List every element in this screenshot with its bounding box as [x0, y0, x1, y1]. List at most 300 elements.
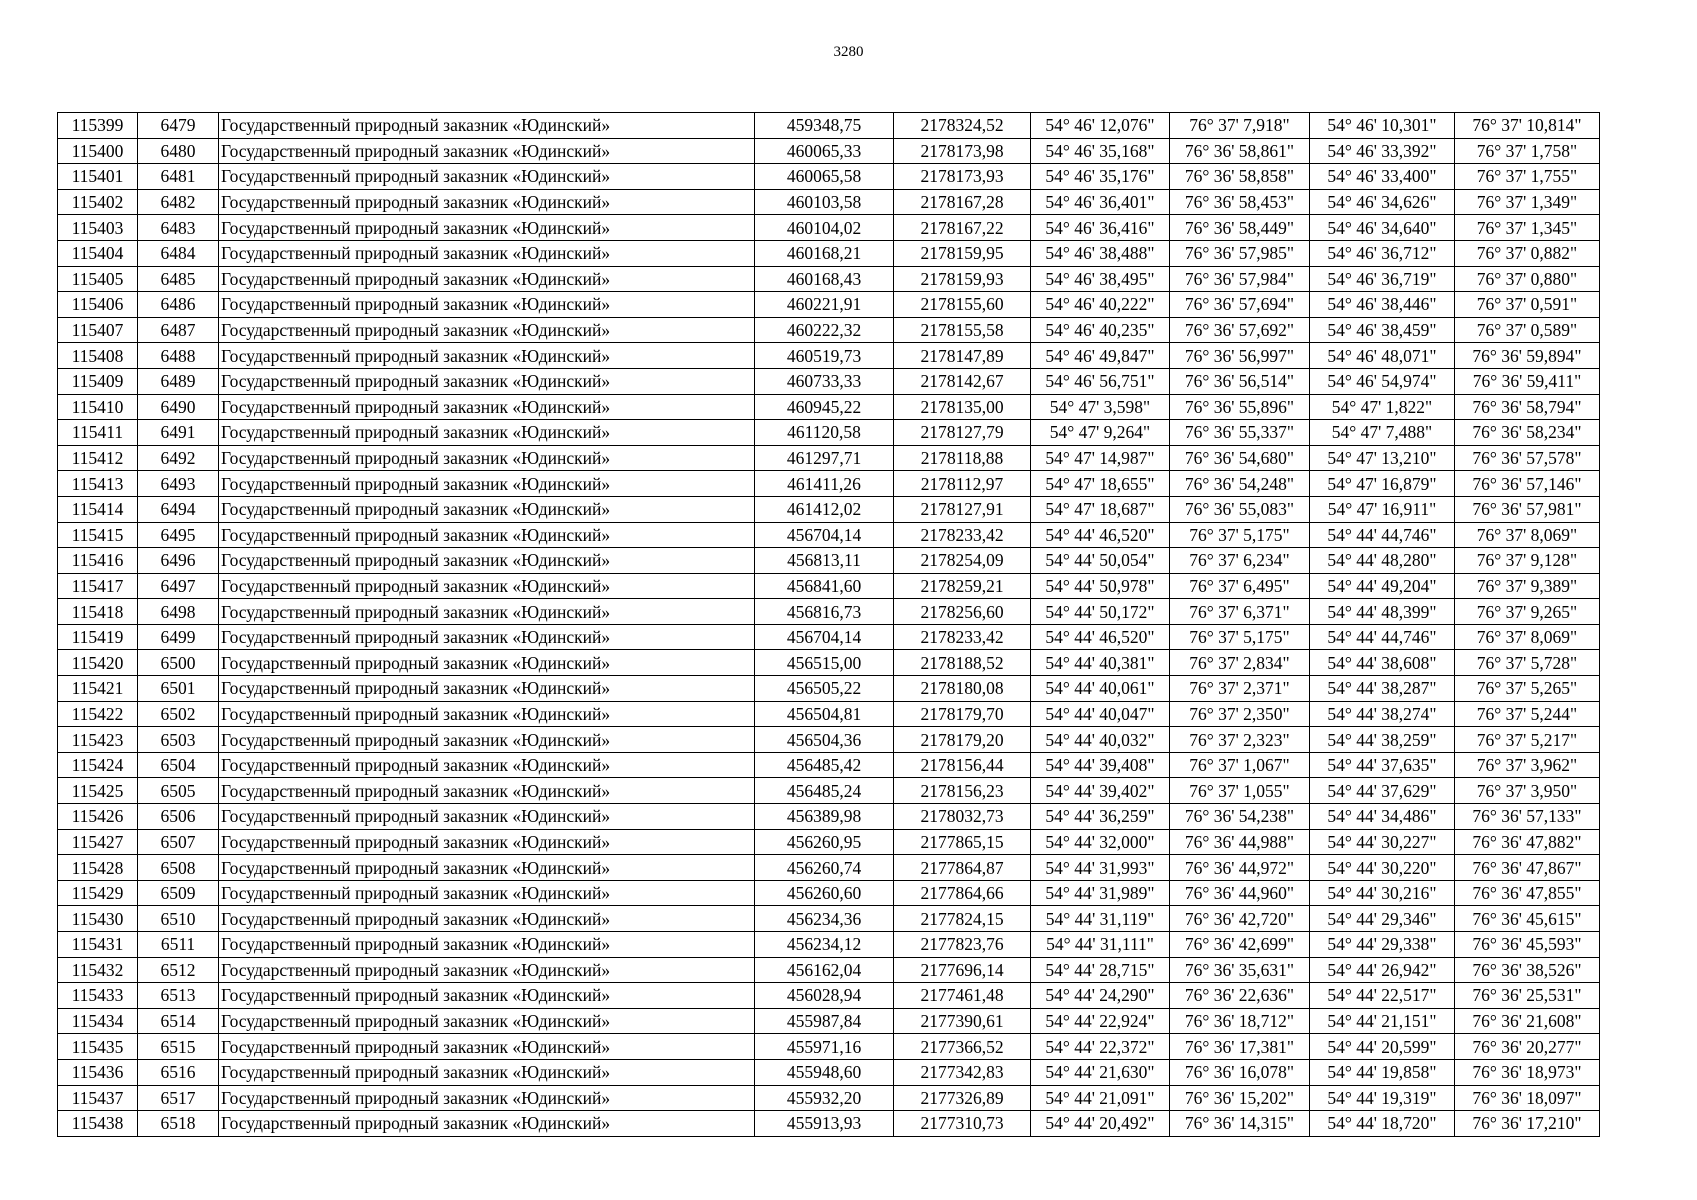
longitude-cell: 76° 36' 55,083"	[1170, 496, 1310, 522]
latitude-cell: 54° 44' 50,054"	[1031, 548, 1170, 574]
latitude-cell: 54° 44' 31,989"	[1031, 880, 1170, 906]
object-name-cell: Государственный природный заказник «Юдинский»	[219, 599, 755, 625]
record-id-cell: 115431	[58, 932, 138, 958]
table-row	[58, 701, 1600, 727]
point-number-cell: 6513	[138, 983, 219, 1009]
record-id-cell: 115437	[58, 1085, 138, 1111]
latitude-alt-cell: 54° 46' 54,974"	[1310, 368, 1455, 394]
object-name-cell: Государственный природный заказник «Юдинский»	[219, 829, 755, 855]
point-number-cell: 6494	[138, 496, 219, 522]
longitude-alt-cell: 76° 36' 58,234"	[1455, 420, 1600, 446]
record-id-cell: 115429	[58, 880, 138, 906]
longitude-cell: 76° 36' 57,984"	[1170, 266, 1310, 292]
latitude-alt-cell: 54° 47' 16,879"	[1310, 471, 1455, 497]
longitude-alt-cell: 76° 36' 18,973"	[1455, 1059, 1600, 1085]
object-name-cell: Государственный природный заказник «Юдинский»	[219, 394, 755, 420]
point-number-cell: 6517	[138, 1085, 219, 1111]
longitude-cell: 76° 36' 56,514"	[1170, 368, 1310, 394]
object-name-cell: Государственный природный заказник «Юдинский»	[219, 240, 755, 266]
x-coordinate-cell: 456162,04	[755, 957, 894, 983]
longitude-cell: 76° 37' 1,067"	[1170, 752, 1310, 778]
longitude-alt-cell: 76° 37' 5,217"	[1455, 727, 1600, 753]
longitude-cell: 76° 37' 7,918"	[1170, 113, 1310, 139]
latitude-cell: 54° 46' 49,847"	[1031, 343, 1170, 369]
x-coordinate-cell: 456704,14	[755, 522, 894, 548]
longitude-cell: 76° 36' 58,861"	[1170, 138, 1310, 164]
latitude-alt-cell: 54° 46' 33,400"	[1310, 164, 1455, 190]
latitude-alt-cell: 54° 46' 34,640"	[1310, 215, 1455, 241]
x-coordinate-cell: 456816,73	[755, 599, 894, 625]
y-coordinate-cell: 2178156,23	[894, 778, 1031, 804]
longitude-alt-cell: 76° 36' 25,531"	[1455, 983, 1600, 1009]
latitude-alt-cell: 54° 44' 38,259"	[1310, 727, 1455, 753]
x-coordinate-cell: 455948,60	[755, 1059, 894, 1085]
table-row	[58, 548, 1600, 574]
latitude-cell: 54° 46' 36,401"	[1031, 189, 1170, 215]
point-number-cell: 6487	[138, 317, 219, 343]
x-coordinate-cell: 455913,93	[755, 1111, 894, 1137]
point-number-cell: 6491	[138, 420, 219, 446]
latitude-alt-cell: 54° 44' 30,227"	[1310, 829, 1455, 855]
x-coordinate-cell: 460065,33	[755, 138, 894, 164]
latitude-alt-cell: 54° 44' 22,517"	[1310, 983, 1455, 1009]
y-coordinate-cell: 2178112,97	[894, 471, 1031, 497]
longitude-cell: 76° 36' 44,972"	[1170, 855, 1310, 881]
record-id-cell: 115419	[58, 624, 138, 650]
longitude-cell: 76° 36' 15,202"	[1170, 1085, 1310, 1111]
longitude-alt-cell: 76° 37' 3,950"	[1455, 778, 1600, 804]
latitude-alt-cell: 54° 44' 38,287"	[1310, 676, 1455, 702]
record-id-cell: 115405	[58, 266, 138, 292]
y-coordinate-cell: 2177366,52	[894, 1034, 1031, 1060]
latitude-cell: 54° 44' 40,047"	[1031, 701, 1170, 727]
x-coordinate-cell: 456028,94	[755, 983, 894, 1009]
table-row	[58, 1111, 1600, 1137]
y-coordinate-cell: 2177864,66	[894, 880, 1031, 906]
point-number-cell: 6481	[138, 164, 219, 190]
latitude-alt-cell: 54° 44' 29,338"	[1310, 932, 1455, 958]
y-coordinate-cell: 2178180,08	[894, 676, 1031, 702]
longitude-alt-cell: 76° 37' 5,728"	[1455, 650, 1600, 676]
latitude-alt-cell: 54° 44' 44,746"	[1310, 522, 1455, 548]
y-coordinate-cell: 2178127,79	[894, 420, 1031, 446]
x-coordinate-cell: 456260,74	[755, 855, 894, 881]
object-name-cell: Государственный природный заказник «Юдинский»	[219, 189, 755, 215]
y-coordinate-cell: 2178259,21	[894, 573, 1031, 599]
longitude-alt-cell: 76° 37' 1,755"	[1455, 164, 1600, 190]
table-row	[58, 394, 1600, 420]
point-number-cell: 6502	[138, 701, 219, 727]
record-id-cell: 115399	[58, 113, 138, 139]
record-id-cell: 115434	[58, 1008, 138, 1034]
longitude-cell: 76° 36' 17,381"	[1170, 1034, 1310, 1060]
y-coordinate-cell: 2177342,83	[894, 1059, 1031, 1085]
x-coordinate-cell: 456505,22	[755, 676, 894, 702]
longitude-cell: 76° 37' 2,323"	[1170, 727, 1310, 753]
latitude-cell: 54° 44' 40,381"	[1031, 650, 1170, 676]
longitude-alt-cell: 76° 37' 1,349"	[1455, 189, 1600, 215]
latitude-alt-cell: 54° 46' 33,392"	[1310, 138, 1455, 164]
record-id-cell: 115435	[58, 1034, 138, 1060]
latitude-alt-cell: 54° 47' 7,488"	[1310, 420, 1455, 446]
object-name-cell: Государственный природный заказник «Юдинский»	[219, 701, 755, 727]
longitude-cell: 76° 36' 57,985"	[1170, 240, 1310, 266]
y-coordinate-cell: 2178155,58	[894, 317, 1031, 343]
table-row	[58, 445, 1600, 471]
object-name-cell: Государственный природный заказник «Юдинский»	[219, 420, 755, 446]
object-name-cell: Государственный природный заказник «Юдинский»	[219, 1085, 755, 1111]
record-id-cell: 115425	[58, 778, 138, 804]
point-number-cell: 6511	[138, 932, 219, 958]
latitude-cell: 54° 47' 14,987"	[1031, 445, 1170, 471]
latitude-alt-cell: 54° 44' 20,599"	[1310, 1034, 1455, 1060]
latitude-cell: 54° 44' 36,259"	[1031, 804, 1170, 830]
latitude-cell: 54° 44' 20,492"	[1031, 1111, 1170, 1137]
record-id-cell: 115427	[58, 829, 138, 855]
latitude-alt-cell: 54° 44' 48,399"	[1310, 599, 1455, 625]
longitude-alt-cell: 76° 36' 57,133"	[1455, 804, 1600, 830]
longitude-cell: 76° 36' 56,997"	[1170, 343, 1310, 369]
point-number-cell: 6485	[138, 266, 219, 292]
object-name-cell: Государственный природный заказник «Юдинский»	[219, 317, 755, 343]
longitude-cell: 76° 36' 54,248"	[1170, 471, 1310, 497]
point-number-cell: 6514	[138, 1008, 219, 1034]
y-coordinate-cell: 2178233,42	[894, 624, 1031, 650]
y-coordinate-cell: 2178188,52	[894, 650, 1031, 676]
longitude-cell: 76° 36' 22,636"	[1170, 983, 1310, 1009]
latitude-alt-cell: 54° 46' 10,301"	[1310, 113, 1455, 139]
latitude-alt-cell: 54° 47' 13,210"	[1310, 445, 1455, 471]
longitude-alt-cell: 76° 37' 0,882"	[1455, 240, 1600, 266]
x-coordinate-cell: 460222,32	[755, 317, 894, 343]
x-coordinate-cell: 455971,16	[755, 1034, 894, 1060]
latitude-alt-cell: 54° 44' 38,274"	[1310, 701, 1455, 727]
point-number-cell: 6500	[138, 650, 219, 676]
x-coordinate-cell: 456260,95	[755, 829, 894, 855]
x-coordinate-cell: 455932,20	[755, 1085, 894, 1111]
coordinates-table	[57, 112, 1600, 1137]
table-row	[58, 240, 1600, 266]
record-id-cell: 115422	[58, 701, 138, 727]
latitude-cell: 54° 44' 21,630"	[1031, 1059, 1170, 1085]
latitude-cell: 54° 46' 35,176"	[1031, 164, 1170, 190]
latitude-cell: 54° 44' 50,172"	[1031, 599, 1170, 625]
latitude-cell: 54° 44' 21,091"	[1031, 1085, 1170, 1111]
table-row	[58, 164, 1600, 190]
record-id-cell: 115410	[58, 394, 138, 420]
object-name-cell: Государственный природный заказник «Юдинский»	[219, 957, 755, 983]
point-number-cell: 6490	[138, 394, 219, 420]
longitude-alt-cell: 76° 37' 1,758"	[1455, 138, 1600, 164]
point-number-cell: 6503	[138, 727, 219, 753]
point-number-cell: 6492	[138, 445, 219, 471]
record-id-cell: 115420	[58, 650, 138, 676]
table-row	[58, 624, 1600, 650]
table-row	[58, 906, 1600, 932]
object-name-cell: Государственный природный заказник «Юдинский»	[219, 932, 755, 958]
longitude-cell: 76° 36' 14,315"	[1170, 1111, 1310, 1137]
record-id-cell: 115407	[58, 317, 138, 343]
longitude-alt-cell: 76° 36' 21,608"	[1455, 1008, 1600, 1034]
point-number-cell: 6518	[138, 1111, 219, 1137]
object-name-cell: Государственный природный заказник «Юдинский»	[219, 855, 755, 881]
table-row	[58, 420, 1600, 446]
longitude-cell: 76° 37' 6,234"	[1170, 548, 1310, 574]
object-name-cell: Государственный природный заказник «Юдинский»	[219, 906, 755, 932]
latitude-alt-cell: 54° 46' 48,071"	[1310, 343, 1455, 369]
longitude-cell: 76° 37' 2,371"	[1170, 676, 1310, 702]
longitude-alt-cell: 76° 36' 59,894"	[1455, 343, 1600, 369]
table-row	[58, 1034, 1600, 1060]
x-coordinate-cell: 456813,11	[755, 548, 894, 574]
x-coordinate-cell: 456485,42	[755, 752, 894, 778]
longitude-cell: 76° 36' 57,694"	[1170, 292, 1310, 318]
y-coordinate-cell: 2177390,61	[894, 1008, 1031, 1034]
x-coordinate-cell: 456234,36	[755, 906, 894, 932]
point-number-cell: 6496	[138, 548, 219, 574]
latitude-cell: 54° 46' 56,751"	[1031, 368, 1170, 394]
point-number-cell: 6488	[138, 343, 219, 369]
object-name-cell: Государственный природный заказник «Юдинский»	[219, 445, 755, 471]
longitude-cell: 76° 36' 54,238"	[1170, 804, 1310, 830]
longitude-alt-cell: 76° 36' 47,867"	[1455, 855, 1600, 881]
longitude-alt-cell: 76° 36' 45,615"	[1455, 906, 1600, 932]
y-coordinate-cell: 2178256,60	[894, 599, 1031, 625]
object-name-cell: Государственный природный заказник «Юдинский»	[219, 496, 755, 522]
x-coordinate-cell: 456841,60	[755, 573, 894, 599]
object-name-cell: Государственный природный заказник «Юдинский»	[219, 880, 755, 906]
record-id-cell: 115418	[58, 599, 138, 625]
latitude-cell: 54° 46' 35,168"	[1031, 138, 1170, 164]
table-row	[58, 727, 1600, 753]
longitude-alt-cell: 76° 36' 57,578"	[1455, 445, 1600, 471]
point-number-cell: 6506	[138, 804, 219, 830]
latitude-cell: 54° 44' 32,000"	[1031, 829, 1170, 855]
longitude-cell: 76° 37' 5,175"	[1170, 624, 1310, 650]
longitude-cell: 76° 37' 2,834"	[1170, 650, 1310, 676]
latitude-cell: 54° 47' 18,655"	[1031, 471, 1170, 497]
object-name-cell: Государственный природный заказник «Юдинский»	[219, 573, 755, 599]
longitude-alt-cell: 76° 37' 0,880"	[1455, 266, 1600, 292]
x-coordinate-cell: 456485,24	[755, 778, 894, 804]
point-number-cell: 6499	[138, 624, 219, 650]
object-name-cell: Государственный природный заказник «Юдинский»	[219, 1111, 755, 1137]
x-coordinate-cell: 456704,14	[755, 624, 894, 650]
longitude-alt-cell: 76° 36' 47,882"	[1455, 829, 1600, 855]
latitude-alt-cell: 54° 46' 34,626"	[1310, 189, 1455, 215]
table-row	[58, 1008, 1600, 1034]
x-coordinate-cell: 460221,91	[755, 292, 894, 318]
point-number-cell: 6480	[138, 138, 219, 164]
record-id-cell: 115414	[58, 496, 138, 522]
object-name-cell: Государственный природный заказник «Юдинский»	[219, 983, 755, 1009]
table-row	[58, 676, 1600, 702]
table-row	[58, 496, 1600, 522]
latitude-alt-cell: 54° 44' 19,319"	[1310, 1085, 1455, 1111]
latitude-cell: 54° 44' 22,924"	[1031, 1008, 1170, 1034]
latitude-alt-cell: 54° 44' 30,220"	[1310, 855, 1455, 881]
object-name-cell: Государственный природный заказник «Юдинский»	[219, 1034, 755, 1060]
longitude-cell: 76° 36' 57,692"	[1170, 317, 1310, 343]
x-coordinate-cell: 455987,84	[755, 1008, 894, 1034]
longitude-cell: 76° 36' 35,631"	[1170, 957, 1310, 983]
object-name-cell: Государственный природный заказник «Юдинский»	[219, 215, 755, 241]
table-row	[58, 650, 1600, 676]
record-id-cell: 115432	[58, 957, 138, 983]
x-coordinate-cell: 456234,12	[755, 932, 894, 958]
table-row	[58, 113, 1600, 139]
point-number-cell: 6512	[138, 957, 219, 983]
latitude-alt-cell: 54° 44' 30,216"	[1310, 880, 1455, 906]
table-row	[58, 138, 1600, 164]
x-coordinate-cell: 460065,58	[755, 164, 894, 190]
point-number-cell: 6495	[138, 522, 219, 548]
point-number-cell: 6493	[138, 471, 219, 497]
page-number: 3280	[833, 44, 864, 60]
table-row	[58, 266, 1600, 292]
x-coordinate-cell: 461120,58	[755, 420, 894, 446]
latitude-cell: 54° 44' 22,372"	[1031, 1034, 1170, 1060]
latitude-cell: 54° 46' 38,488"	[1031, 240, 1170, 266]
latitude-alt-cell: 54° 44' 21,151"	[1310, 1008, 1455, 1034]
point-number-cell: 6484	[138, 240, 219, 266]
y-coordinate-cell: 2177461,48	[894, 983, 1031, 1009]
latitude-cell: 54° 46' 12,076"	[1031, 113, 1170, 139]
latitude-alt-cell: 54° 44' 29,346"	[1310, 906, 1455, 932]
x-coordinate-cell: 460168,43	[755, 266, 894, 292]
table-row	[58, 573, 1600, 599]
longitude-cell: 76° 36' 55,337"	[1170, 420, 1310, 446]
latitude-cell: 54° 46' 36,416"	[1031, 215, 1170, 241]
table-row	[58, 752, 1600, 778]
x-coordinate-cell: 456504,36	[755, 727, 894, 753]
x-coordinate-cell: 461297,71	[755, 445, 894, 471]
y-coordinate-cell: 2178159,95	[894, 240, 1031, 266]
record-id-cell: 115403	[58, 215, 138, 241]
y-coordinate-cell: 2177696,14	[894, 957, 1031, 983]
object-name-cell: Государственный природный заказник «Юдинский»	[219, 138, 755, 164]
point-number-cell: 6497	[138, 573, 219, 599]
longitude-cell: 76° 36' 55,896"	[1170, 394, 1310, 420]
record-id-cell: 115412	[58, 445, 138, 471]
longitude-alt-cell: 76° 36' 18,097"	[1455, 1085, 1600, 1111]
x-coordinate-cell: 456515,00	[755, 650, 894, 676]
table-row	[58, 932, 1600, 958]
table-row	[58, 599, 1600, 625]
object-name-cell: Государственный природный заказник «Юдинский»	[219, 650, 755, 676]
latitude-alt-cell: 54° 44' 37,635"	[1310, 752, 1455, 778]
latitude-cell: 54° 44' 39,402"	[1031, 778, 1170, 804]
longitude-cell: 76° 37' 6,495"	[1170, 573, 1310, 599]
y-coordinate-cell: 2178032,73	[894, 804, 1031, 830]
y-coordinate-cell: 2178142,67	[894, 368, 1031, 394]
longitude-alt-cell: 76° 37' 9,128"	[1455, 548, 1600, 574]
object-name-cell: Государственный природный заказник «Юдинский»	[219, 727, 755, 753]
point-number-cell: 6504	[138, 752, 219, 778]
record-id-cell: 115408	[58, 343, 138, 369]
y-coordinate-cell: 2178159,93	[894, 266, 1031, 292]
x-coordinate-cell: 460168,21	[755, 240, 894, 266]
latitude-cell: 54° 46' 40,222"	[1031, 292, 1170, 318]
object-name-cell: Государственный природный заказник «Юдинский»	[219, 548, 755, 574]
object-name-cell: Государственный природный заказник «Юдинский»	[219, 624, 755, 650]
object-name-cell: Государственный природный заказник «Юдинский»	[219, 522, 755, 548]
latitude-cell: 54° 44' 39,408"	[1031, 752, 1170, 778]
table-row	[58, 292, 1600, 318]
record-id-cell: 115400	[58, 138, 138, 164]
table-row	[58, 829, 1600, 855]
record-id-cell: 115426	[58, 804, 138, 830]
longitude-alt-cell: 76° 36' 58,794"	[1455, 394, 1600, 420]
latitude-alt-cell: 54° 44' 38,608"	[1310, 650, 1455, 676]
point-number-cell: 6489	[138, 368, 219, 394]
latitude-alt-cell: 54° 46' 38,446"	[1310, 292, 1455, 318]
record-id-cell: 115411	[58, 420, 138, 446]
table-row	[58, 522, 1600, 548]
latitude-cell: 54° 44' 40,061"	[1031, 676, 1170, 702]
latitude-alt-cell: 54° 44' 19,858"	[1310, 1059, 1455, 1085]
longitude-alt-cell: 76° 36' 45,593"	[1455, 932, 1600, 958]
longitude-alt-cell: 76° 36' 57,981"	[1455, 496, 1600, 522]
point-number-cell: 6482	[138, 189, 219, 215]
x-coordinate-cell: 460519,73	[755, 343, 894, 369]
table-row	[58, 880, 1600, 906]
x-coordinate-cell: 460103,58	[755, 189, 894, 215]
record-id-cell: 115438	[58, 1111, 138, 1137]
longitude-cell: 76° 36' 44,988"	[1170, 829, 1310, 855]
x-coordinate-cell: 456389,98	[755, 804, 894, 830]
longitude-cell: 76° 36' 58,449"	[1170, 215, 1310, 241]
y-coordinate-cell: 2178167,22	[894, 215, 1031, 241]
point-number-cell: 6483	[138, 215, 219, 241]
longitude-cell: 76° 36' 16,078"	[1170, 1059, 1310, 1085]
latitude-alt-cell: 54° 44' 44,746"	[1310, 624, 1455, 650]
y-coordinate-cell: 2177824,15	[894, 906, 1031, 932]
longitude-alt-cell: 76° 37' 9,265"	[1455, 599, 1600, 625]
longitude-cell: 76° 37' 2,350"	[1170, 701, 1310, 727]
latitude-cell: 54° 44' 40,032"	[1031, 727, 1170, 753]
y-coordinate-cell: 2177865,15	[894, 829, 1031, 855]
longitude-alt-cell: 76° 37' 3,962"	[1455, 752, 1600, 778]
longitude-cell: 76° 37' 5,175"	[1170, 522, 1310, 548]
y-coordinate-cell: 2177326,89	[894, 1085, 1031, 1111]
longitude-alt-cell: 76° 36' 20,277"	[1455, 1034, 1600, 1060]
table-row	[58, 1059, 1600, 1085]
latitude-cell: 54° 44' 24,290"	[1031, 983, 1170, 1009]
longitude-cell: 76° 36' 42,720"	[1170, 906, 1310, 932]
y-coordinate-cell: 2178173,93	[894, 164, 1031, 190]
latitude-alt-cell: 54° 44' 34,486"	[1310, 804, 1455, 830]
latitude-cell: 54° 44' 31,993"	[1031, 855, 1170, 881]
point-number-cell: 6501	[138, 676, 219, 702]
longitude-cell: 76° 36' 58,858"	[1170, 164, 1310, 190]
y-coordinate-cell: 2177864,87	[894, 855, 1031, 881]
latitude-alt-cell: 54° 44' 26,942"	[1310, 957, 1455, 983]
latitude-cell: 54° 46' 40,235"	[1031, 317, 1170, 343]
longitude-alt-cell: 76° 36' 38,526"	[1455, 957, 1600, 983]
y-coordinate-cell: 2178324,52	[894, 113, 1031, 139]
point-number-cell: 6505	[138, 778, 219, 804]
longitude-alt-cell: 76° 37' 5,265"	[1455, 676, 1600, 702]
longitude-alt-cell: 76° 37' 8,069"	[1455, 624, 1600, 650]
record-id-cell: 115421	[58, 676, 138, 702]
latitude-alt-cell: 54° 44' 18,720"	[1310, 1111, 1455, 1137]
longitude-alt-cell: 76° 37' 1,345"	[1455, 215, 1600, 241]
y-coordinate-cell: 2177823,76	[894, 932, 1031, 958]
object-name-cell: Государственный природный заказник «Юдинский»	[219, 343, 755, 369]
longitude-alt-cell: 76° 37' 0,591"	[1455, 292, 1600, 318]
y-coordinate-cell: 2178179,20	[894, 727, 1031, 753]
